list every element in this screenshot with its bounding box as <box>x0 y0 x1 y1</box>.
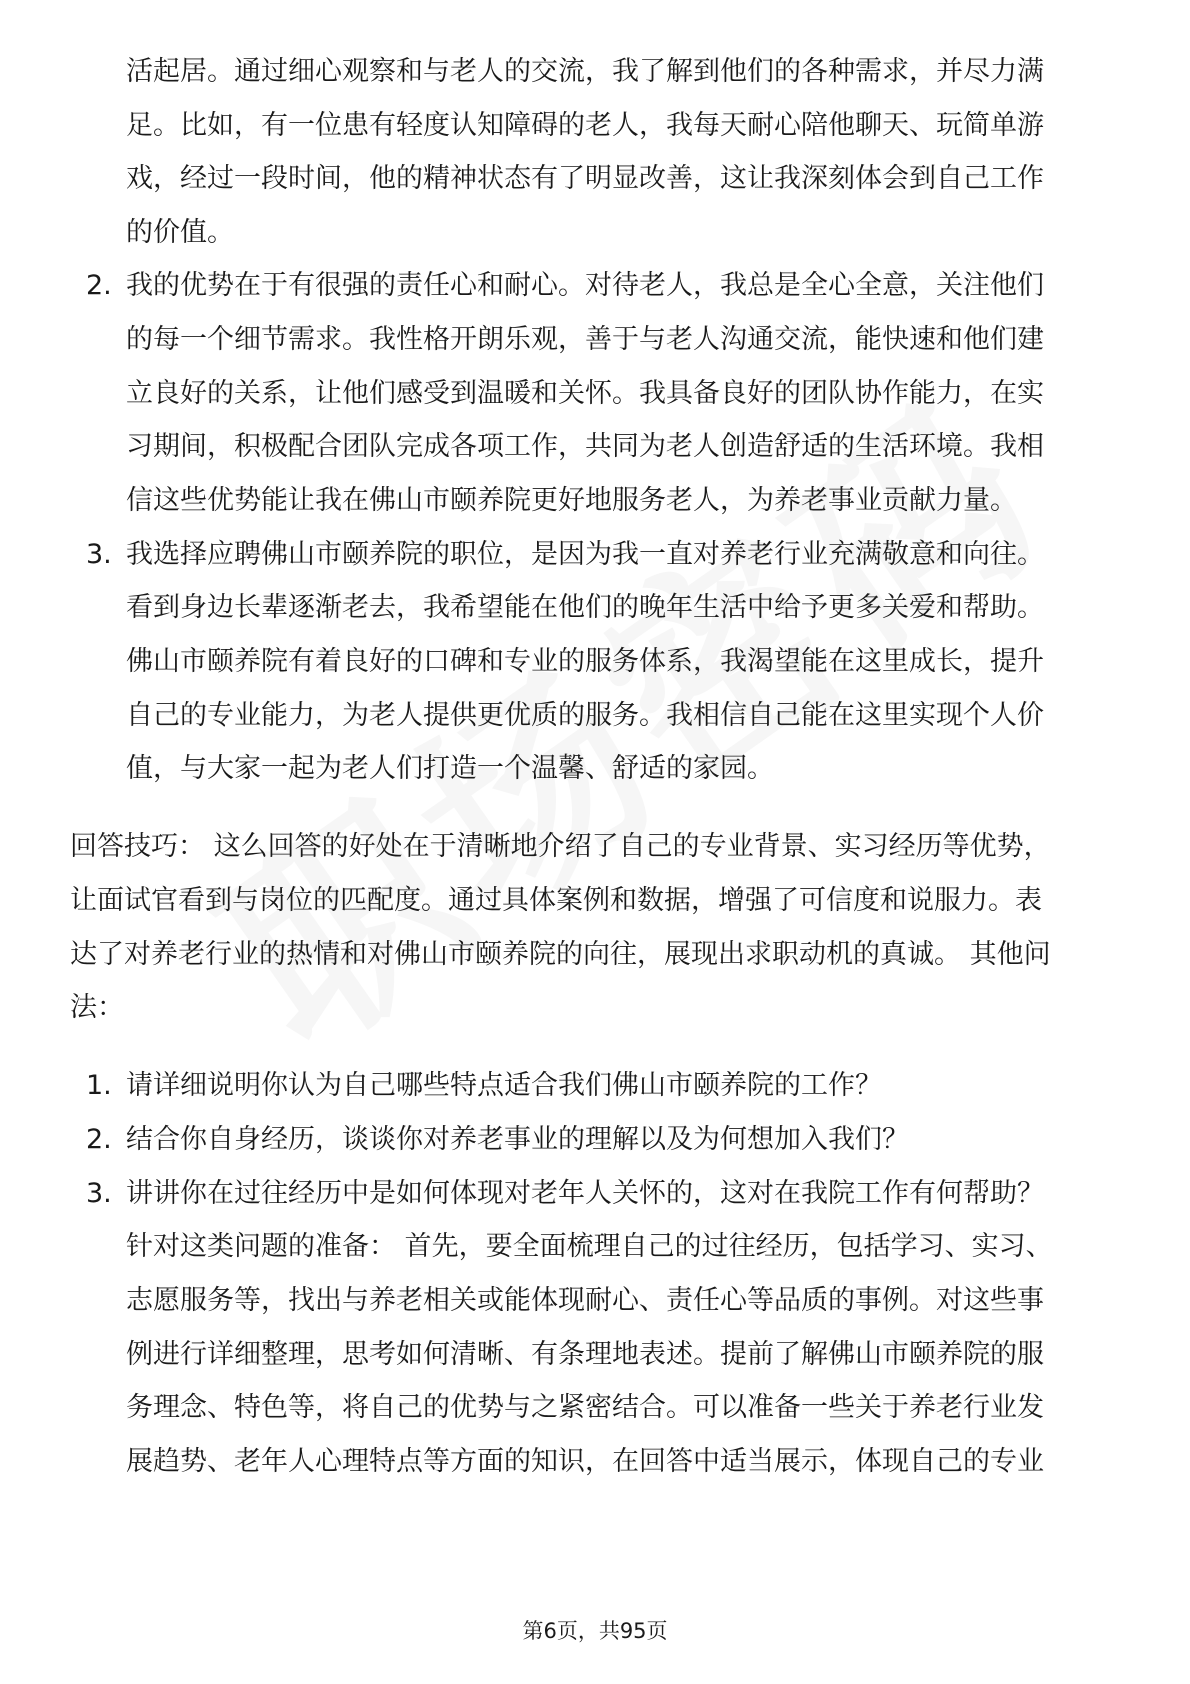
tips-line: 法： <box>70 992 124 1023</box>
paragraph-line: 看到身边长辈逐渐老去，我希望能在他们的晚年生活中给予更多关爱和帮助。 <box>126 592 1044 623</box>
list-number: 1. <box>86 1070 112 1101</box>
prep-line: 志愿服务等，找出与养老相关或能体现耐心、责任心等品质的事例。对这些事 <box>126 1285 1044 1316</box>
question-item: 请详细说明你认为自己哪些特点适合我们佛山市颐养院的工作？ <box>126 1070 882 1101</box>
tips-line: 回答技巧： 这么回答的好处在于清晰地介绍了自己的专业背景、实习经历等优势， <box>70 831 1051 862</box>
prep-line: 务理念、特色等，将自己的优势与之紧密结合。可以准备一些关于养老行业发 <box>126 1392 1044 1423</box>
paragraph-line: 立良好的关系，让他们感受到温暖和关怀。我具备良好的团队协作能力，在实 <box>126 378 1044 409</box>
list-number: 3. <box>86 1178 112 1209</box>
paragraph-line: 的每一个细节需求。我性格开朗乐观，善于与老人沟通交流，能快速和他们建 <box>126 324 1044 355</box>
prep-line: 针对这类问题的准备： 首先，要全面梳理自己的过往经历，包括学习、实习、 <box>126 1231 1053 1262</box>
paragraph-line: 自己的专业能力，为老人提供更优质的服务。我相信自己能在这里实现个人价 <box>126 700 1044 731</box>
paragraph-line: 我选择应聘佛山市颐养院的职位，是因为我一直对养老行业充满敬意和向往。 <box>126 539 1044 570</box>
paragraph-line: 足。比如，有一位患有轻度认知障碍的老人，我每天耐心陪他聊天、玩简单游 <box>126 110 1044 141</box>
paragraph-line: 信这些优势能让我在佛山市颐养院更好地服务老人，为养老事业贡献力量。 <box>126 485 1017 516</box>
paragraph-line: 习期间，积极配合团队完成各项工作，共同为老人创造舒适的生活环境。我相 <box>126 431 1044 462</box>
paragraph-line: 戏，经过一段时间，他的精神状态有了明显改善，这让我深刻体会到自己工作 <box>126 163 1044 194</box>
paragraph-line: 活起居。通过细心观察和与老人的交流，我了解到他们的各种需求，并尽力满 <box>126 56 1044 87</box>
list-number: 2. <box>86 270 112 301</box>
paragraph-line: 佛山市颐养院有着良好的口碑和专业的服务体系，我渴望能在这里成长，提升 <box>126 646 1044 677</box>
prep-line: 例进行详细整理，思考如何清晰、有条理地表述。提前了解佛山市颐养院的服 <box>126 1339 1044 1370</box>
page-footer: 第6页，共95页 <box>522 1619 668 1643</box>
question-item: 结合你自身经历，谈谈你对养老事业的理解以及为何想加入我们？ <box>126 1124 909 1155</box>
tips-line: 让面试官看到与岗位的匹配度。通过具体案例和数据，增强了可信度和说服力。表 <box>70 885 1042 916</box>
question-item: 讲讲你在过往经历中是如何体现对老年人关怀的，这对在我院工作有何帮助？ <box>126 1178 1044 1209</box>
paragraph-line: 我的优势在于有很强的责任心和耐心。对待老人，我总是全心全意，关注他们 <box>126 270 1044 301</box>
prep-line: 展趋势、老年人心理特点等方面的知识，在回答中适当展示，体现自己的专业 <box>126 1446 1044 1477</box>
list-number: 2. <box>86 1124 112 1155</box>
tips-line: 达了对养老行业的热情和对佛山市颐养院的向往，展现出求职动机的真诚。 其他问 <box>70 939 1051 970</box>
paragraph-line: 值，与大家一起为老人们打造一个温馨、舒适的家园。 <box>126 753 774 784</box>
paragraph-line: 的价值。 <box>126 217 234 248</box>
list-number: 3. <box>86 539 112 570</box>
